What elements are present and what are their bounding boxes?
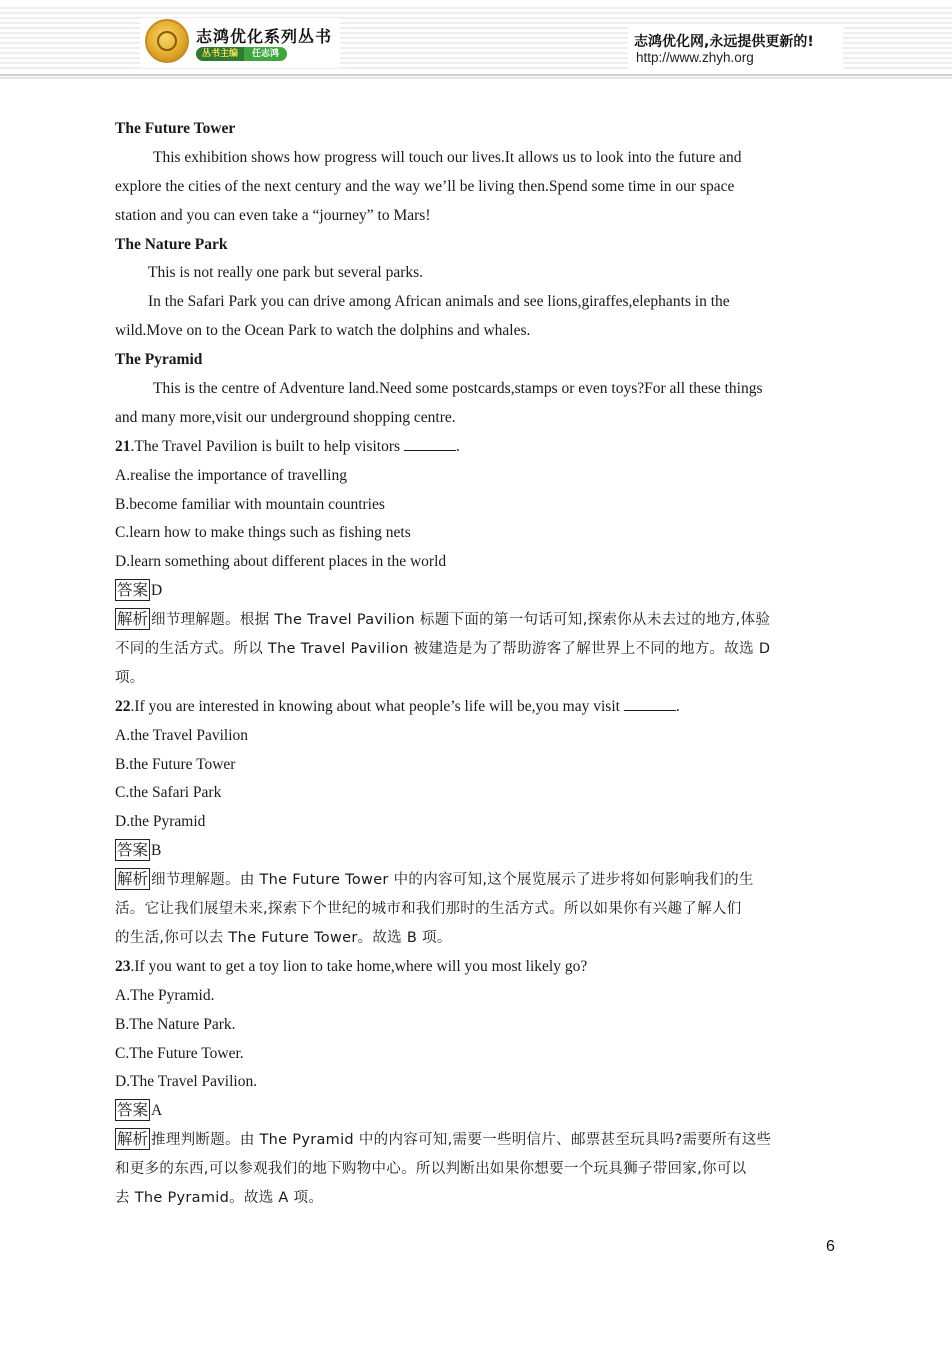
page-number: 6	[826, 1238, 835, 1255]
site-slogan: 志鸿优化网,永远提供更新的!	[634, 34, 814, 50]
analysis-line	[115, 606, 835, 635]
option-b: B.become familiar with mountain countries	[115, 495, 385, 513]
answer-tag: 答案	[117, 841, 149, 860]
option-d: D.The Travel Pavilion.	[115, 1073, 258, 1091]
question-text: .If you are interested in knowing about what people’s life will be,you may visit	[130, 697, 624, 715]
question-text-end: .	[455, 437, 460, 455]
section-heading-future-tower: The Future Tower	[115, 120, 236, 137]
editor-label: 丛书主编	[196, 47, 244, 61]
question-number: 22	[115, 697, 131, 715]
analysis-text: 推理判断题。由 The Pyramid 中的内容可知,需要一些明信片、邮票甚至玩具吗?需要所有这些	[151, 1132, 772, 1149]
passage-line: wild.Move on to the Ocean Park to watch the dolphins and whales.	[115, 322, 531, 340]
option-a: A.The Pyramid.	[115, 986, 215, 1004]
analysis-text: 细节理解题。根据 The Travel Pavilion 标题下面的第一句话可知,探索你从未去过的地方,体验	[151, 612, 771, 629]
analysis-line	[115, 1126, 835, 1155]
option-c: C.The Future Tower.	[115, 1044, 244, 1062]
analysis-line	[115, 866, 835, 895]
question-text: .If you want to get a toy lion to take home,where will you most likely go?	[130, 957, 588, 975]
section-heading-pyramid: The Pyramid	[115, 351, 203, 369]
answer-line	[115, 837, 835, 866]
answer-value: B	[151, 842, 162, 860]
passage-line: This exhibition shows how progress will touch our lives.It allows us to look into the future and	[153, 148, 742, 166]
series-title: 志鸿优化系列丛书	[196, 27, 333, 46]
question-number: 21	[115, 437, 131, 455]
answer-tag: 答案	[117, 1101, 149, 1120]
option-b: B.The Nature Park.	[115, 1015, 236, 1033]
answer-blank	[404, 436, 456, 451]
analysis-tag: 解析	[117, 610, 149, 629]
answer-line	[115, 1097, 835, 1126]
page-header	[0, 0, 952, 80]
analysis-text: 细节理解题。由 The Future Tower 中的内容可知,这个展览展示了进步将如何影响我们的生	[151, 872, 754, 889]
passage-line: This is the centre of Adventure land.Need some postcards,stamps or even toys?For all these things	[153, 380, 763, 398]
analysis-text: 不同的生活方式。所以 The Travel Pavilion 被建造是为了帮助游客了解世界上不同的地方。故选 D	[115, 641, 771, 658]
passage-line: This is not really one park but several parks.	[148, 264, 424, 282]
option-d: D.learn something about different places in the world	[115, 553, 447, 571]
option-b: B.the Future Tower	[115, 755, 236, 773]
editor-name: 任志鸿	[244, 47, 287, 61]
question-text: .The Travel Pavilion is built to help visitors	[130, 437, 404, 455]
analysis-text: 活。它让我们展望未来,探索下个世纪的城市和我们那时的生活方式。所以如果你有兴趣了解人们	[115, 901, 742, 918]
passage-line: station and you can even take a “journey” to Mars!	[115, 206, 431, 224]
analysis-text: 和更多的东西,可以参观我们的地下购物中心。所以判断出如果你想要一个玩具狮子带回家,你可以	[115, 1161, 747, 1178]
analysis-tag: 解析	[117, 870, 149, 889]
analysis-text: 去 The Pyramid。故选 A 项。	[115, 1189, 324, 1206]
answer-tag: 答案	[117, 581, 149, 600]
passage-line: In the Safari Park you can drive among African animals and see lions,giraffes,elephants in the	[148, 293, 730, 311]
question-23-stem	[115, 953, 835, 982]
answer-blank	[624, 696, 676, 711]
analysis-text: 项。	[115, 669, 145, 686]
option-a: A.the Travel Pavilion	[115, 726, 249, 744]
site-url: http://www.zhyh.org	[636, 50, 754, 65]
analysis-text: 的生活,你可以去 The Future Tower。故选 B 项。	[115, 929, 452, 946]
analysis-tag: 解析	[117, 1130, 149, 1149]
question-21-stem	[115, 433, 835, 462]
publisher-logo-icon	[145, 19, 189, 63]
question-number: 23	[115, 957, 131, 975]
passage-line: and many more,visit our underground shopping centre.	[115, 408, 456, 426]
editor-badge	[196, 47, 287, 61]
answer-value: A	[151, 1102, 163, 1120]
option-d: D.the Pyramid	[115, 813, 206, 831]
page-content	[115, 115, 835, 1213]
option-c: C.the Safari Park	[115, 784, 222, 802]
passage-line: explore the cities of the next century and the way we’ll be living then.Spend some time in our space	[115, 177, 735, 195]
section-heading-nature-park: The Nature Park	[115, 235, 228, 253]
option-a: A.realise the importance of travelling	[115, 466, 347, 484]
question-text-end: .	[675, 697, 680, 715]
answer-value: D	[151, 582, 163, 600]
answer-line	[115, 577, 835, 606]
option-c: C.learn how to make things such as fishing nets	[115, 524, 411, 542]
question-22-stem	[115, 693, 835, 722]
